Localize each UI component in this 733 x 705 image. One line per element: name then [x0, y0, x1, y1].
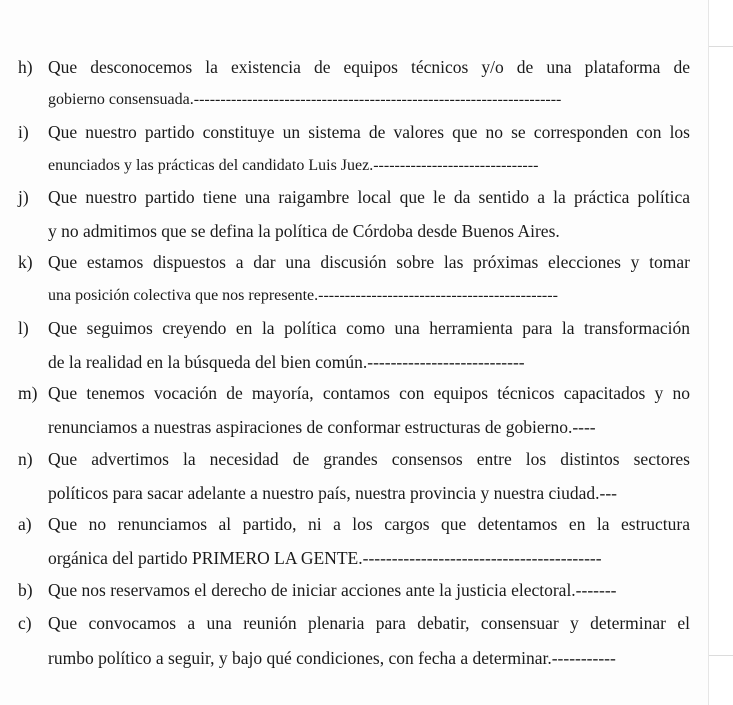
- item-marker: m): [18, 383, 38, 403]
- item-text-line: Que nuestro partido tiene una raigambre local que le da sentido a la práctica política: [48, 187, 690, 207]
- item-text-line: una posición colectiva que nos represente.---------------------------------------------: [48, 287, 558, 304]
- item-marker: n): [18, 449, 33, 469]
- item-marker: h): [18, 57, 33, 77]
- item-text-line: enunciados y las prácticas del candidato Luis Juez.-------------------------------: [48, 157, 539, 174]
- item-text-line: Que tenemos vocación de mayoría, contamos con equipos técnicos capacitados y no: [48, 383, 690, 403]
- item-marker: i): [18, 122, 29, 142]
- item-text-line: Que nos reservamos el derecho de iniciar acciones ante la justicia electoral.-------: [48, 580, 617, 600]
- item-text-line: Que no renunciamos al partido, ni a los cargos que detentamos en la estructura: [48, 514, 690, 534]
- adjacent-page-edge: [708, 0, 733, 705]
- item-marker: j): [18, 187, 29, 207]
- item-text-line: y no admitimos que se defina la política de Córdoba desde Buenos Aires.: [48, 221, 560, 241]
- item-marker: b): [18, 580, 33, 600]
- item-text-line: gobierno consensuada.---------------------------------------------------------------------: [48, 91, 562, 108]
- item-text-line: Que desconocemos la existencia de equipos técnicos y/o de una plataforma de: [48, 57, 690, 77]
- item-text-line: Que estamos dispuestos a dar una discusión sobre las próximas elecciones y tomar: [48, 252, 690, 272]
- item-text-line: Que advertimos la necesidad de grandes consensos entre los distintos sectores: [48, 449, 690, 469]
- divider: [709, 46, 733, 47]
- item-text-line: de la realidad en la búsqueda del bien común.---------------------------: [48, 352, 525, 372]
- item-text-line: Que seguimos creyendo en la política como una herramienta para la transformación: [48, 318, 690, 338]
- item-marker: l): [18, 318, 29, 338]
- item-text-line: orgánica del partido PRIMERO LA GENTE.-----------------------------------------: [48, 548, 602, 568]
- item-marker: c): [18, 613, 32, 633]
- divider: [709, 655, 733, 656]
- item-text-line: Que convocamos a una reunión plenaria para debatir, consensuar y determinar el: [48, 613, 690, 633]
- item-text-line: renunciamos a nuestras aspiraciones de conformar estructuras de gobierno.----: [48, 417, 596, 437]
- item-marker: a): [18, 514, 32, 534]
- item-text-line: rumbo político a seguir, y bajo qué condiciones, con fecha a determinar.-----------: [48, 648, 616, 668]
- item-marker: k): [18, 252, 33, 272]
- item-text-line: políticos para sacar adelante a nuestro país, nuestra provincia y nuestra ciudad.---: [48, 483, 618, 503]
- item-text-line: Que nuestro partido constituye un sistema de valores que no se corresponden con los: [48, 122, 690, 142]
